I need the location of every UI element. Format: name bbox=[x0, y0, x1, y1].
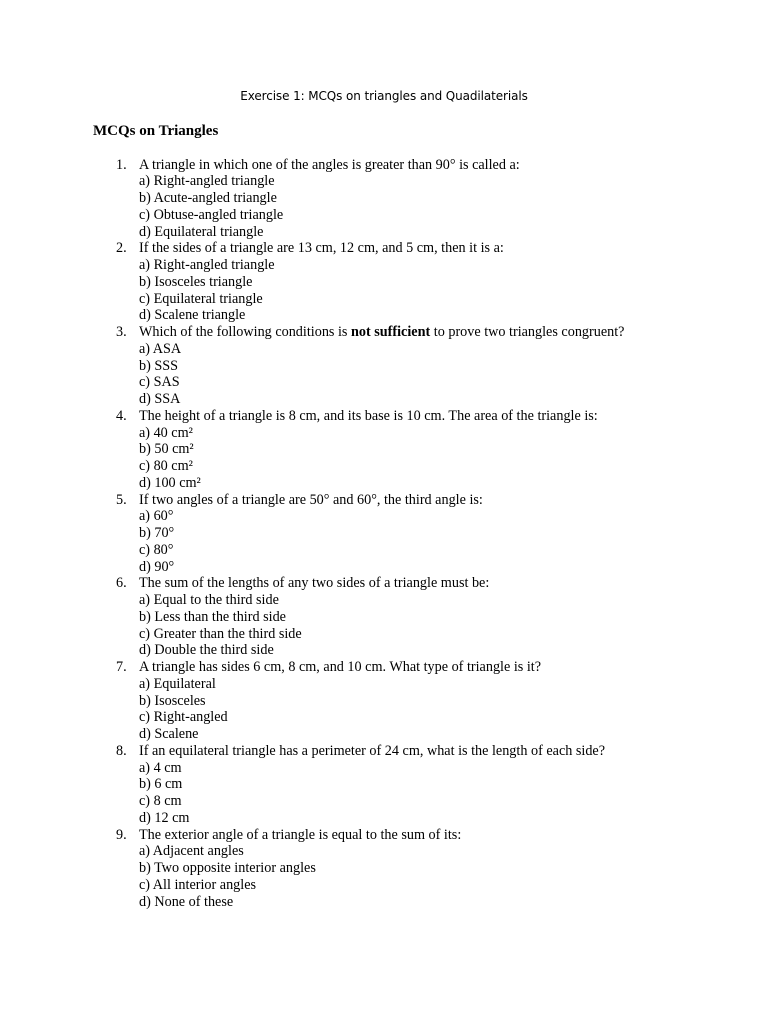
answer-option: c) SAS bbox=[139, 374, 180, 391]
question-item bbox=[0, 240, 768, 324]
answer-option: a) Equilateral bbox=[139, 675, 216, 692]
answer-option: c) 80 cm² bbox=[139, 458, 193, 474]
answer-option: d) Equilateral triangle bbox=[139, 223, 264, 240]
question-item bbox=[0, 408, 768, 492]
section-title: MCQs on Triangles bbox=[93, 123, 219, 139]
question-number: 9. bbox=[116, 826, 127, 843]
answer-option: a) 60° bbox=[139, 508, 174, 525]
answer-option: b) Less than the third side bbox=[139, 608, 286, 625]
question-list bbox=[0, 157, 768, 911]
page-header: Exercise 1: MCQs on triangles and Quadilaterials bbox=[240, 89, 528, 103]
answer-option: a) Adjacent angles bbox=[139, 843, 244, 860]
question-item bbox=[0, 157, 768, 241]
answer-option: d) 90° bbox=[139, 558, 175, 575]
question-text-start: Which of the following conditions is bbox=[139, 324, 351, 340]
answer-option: b) Acute-angled triangle bbox=[139, 190, 277, 206]
answer-option: c) Equilateral triangle bbox=[139, 290, 263, 307]
answer-option: a) 40 cm² bbox=[139, 424, 193, 441]
question-number: 8. bbox=[116, 742, 127, 759]
question-item bbox=[0, 659, 768, 743]
question-text: The height of a triangle is 8 cm, and its base is 10 cm. The area of the triangle is: bbox=[139, 407, 598, 424]
question-number: 4. bbox=[116, 407, 127, 424]
emphasis-text: not sufficient bbox=[351, 324, 431, 340]
question-text: The exterior angle of a triangle is equal to the sum of its: bbox=[139, 826, 462, 843]
question-item bbox=[0, 324, 768, 408]
question-text: A triangle has sides 6 cm, 8 cm, and 10 cm. What type of triangle is it? bbox=[139, 659, 542, 675]
question-text: If an equilateral triangle has a perimeter of 24 cm, what is the length of each side? bbox=[139, 742, 606, 759]
answer-option: c) Obtuse-angled triangle bbox=[139, 206, 284, 223]
question-number: 6. bbox=[116, 575, 127, 592]
answer-option: a) Equal to the third side bbox=[139, 592, 279, 608]
answer-option: d) None of these bbox=[139, 893, 234, 910]
answer-option: a) Right-angled triangle bbox=[139, 173, 275, 190]
answer-option: b) SSS bbox=[139, 357, 179, 374]
answer-option: d) SSA bbox=[139, 391, 181, 407]
answer-option: b) Isosceles triangle bbox=[139, 273, 253, 290]
question-text: If the sides of a triangle are 13 cm, 12 cm, and 5 cm, then it is a: bbox=[139, 240, 504, 257]
answer-option: c) 8 cm bbox=[139, 793, 182, 809]
question-text bbox=[139, 324, 768, 341]
question-text-end: to prove two triangles congruent? bbox=[430, 324, 625, 340]
question-number: 1. bbox=[116, 156, 127, 173]
answer-option: d) Scalene triangle bbox=[139, 307, 246, 324]
answer-option: a) Right-angled triangle bbox=[139, 257, 275, 273]
answer-option: b) Isosceles bbox=[139, 692, 206, 709]
question-item bbox=[0, 492, 768, 576]
question-text: If two angles of a triangle are 50° and 60°, the third angle is: bbox=[139, 491, 483, 508]
answer-option: d) Double the third side bbox=[139, 642, 274, 659]
question-number: 2. bbox=[116, 240, 127, 257]
answer-option: c) All interior angles bbox=[139, 876, 257, 893]
answer-option: d) 12 cm bbox=[139, 809, 190, 826]
answer-option: c) 80° bbox=[139, 541, 174, 558]
question-item bbox=[0, 827, 768, 911]
question-text: A triangle in which one of the angles is greater than 90° is called a: bbox=[139, 156, 520, 173]
answer-option: b) 50 cm² bbox=[139, 441, 194, 458]
answer-option: d) 100 cm² bbox=[139, 474, 201, 491]
question-item bbox=[0, 743, 768, 827]
question-number: 7. bbox=[116, 659, 127, 675]
answer-option: c) Right-angled bbox=[139, 709, 228, 726]
question-text: The sum of the lengths of any two sides of a triangle must be: bbox=[139, 575, 490, 592]
answer-option: c) Greater than the third side bbox=[139, 625, 302, 642]
answer-option: a) 4 cm bbox=[139, 759, 182, 776]
answer-option: b) 6 cm bbox=[139, 776, 183, 793]
question-item bbox=[0, 575, 768, 659]
answer-option: d) Scalene bbox=[139, 726, 199, 742]
answer-option: a) ASA bbox=[139, 340, 182, 357]
answer-option: b) 70° bbox=[139, 525, 175, 541]
question-number: 5. bbox=[116, 491, 127, 508]
question-number: 3. bbox=[116, 324, 127, 340]
answer-option: b) Two opposite interior angles bbox=[139, 860, 316, 876]
